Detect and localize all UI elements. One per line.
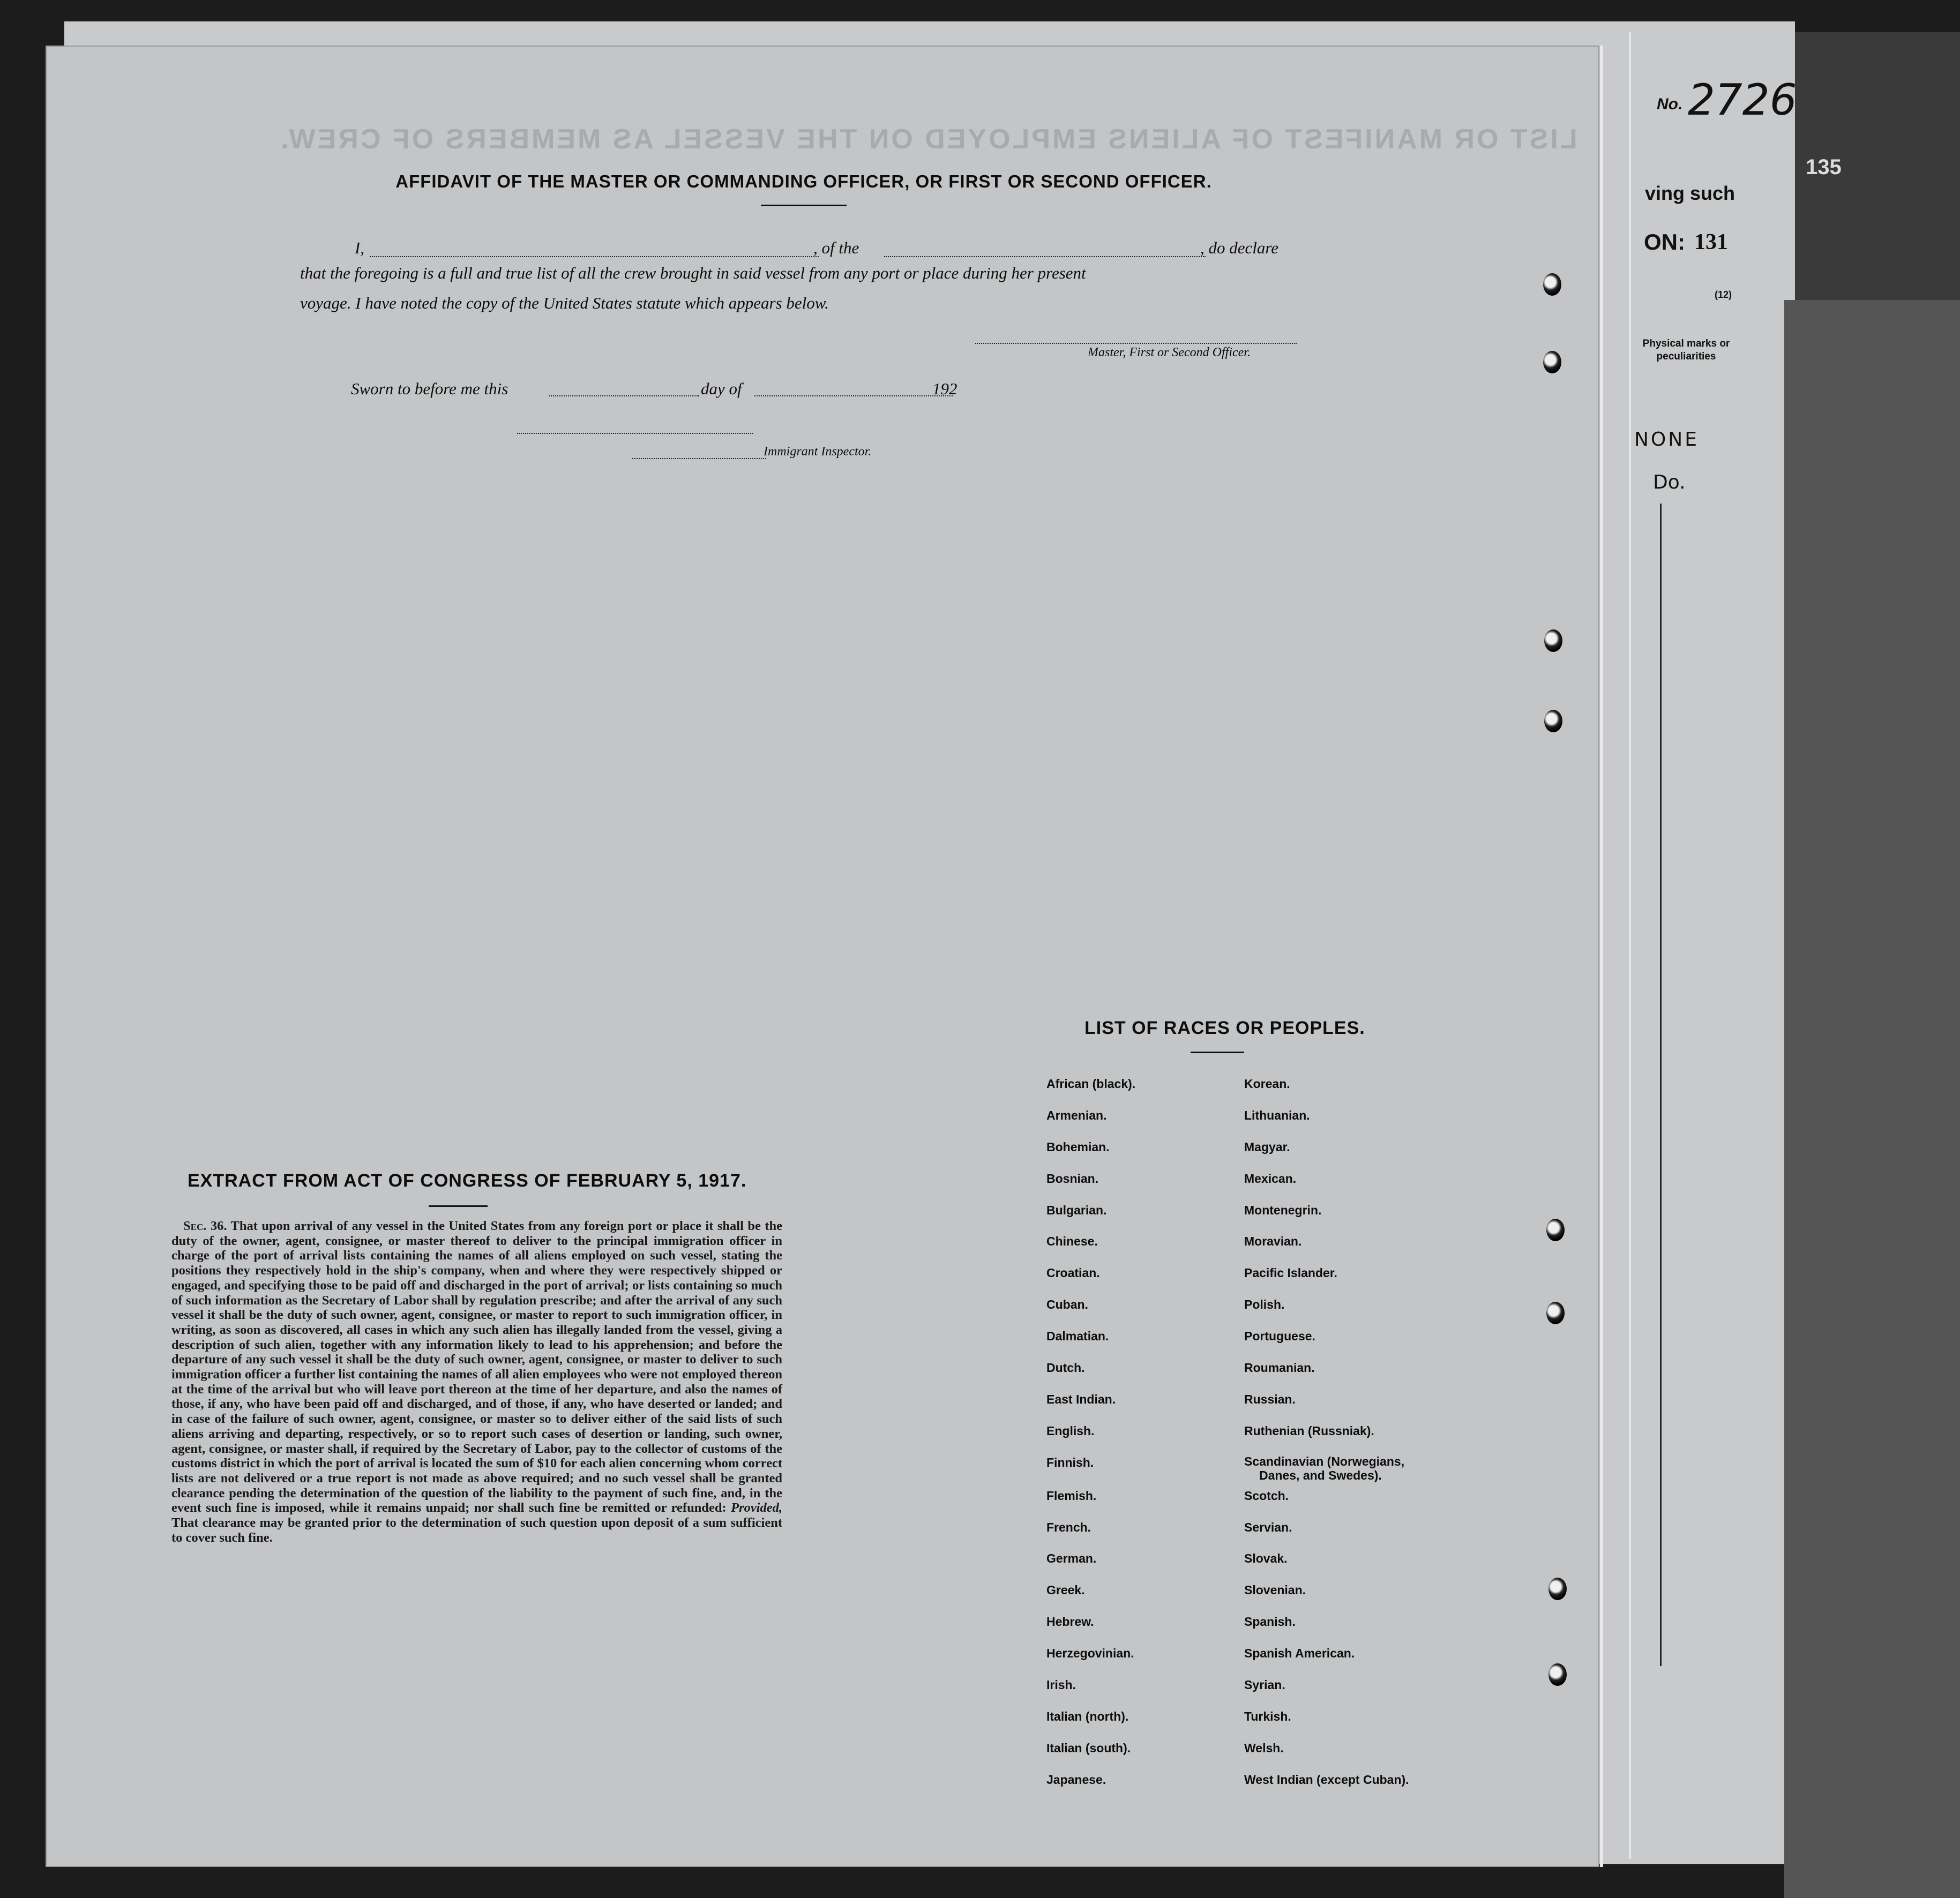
under-sheet-no-label: No. xyxy=(1657,95,1683,113)
race-item: Japanese. xyxy=(1046,1772,1106,1787)
race-item: Polish. xyxy=(1244,1297,1285,1312)
extract-section-label: Sec. 36. xyxy=(183,1219,227,1233)
under-sheet-ving-such: ving such xyxy=(1645,182,1735,204)
race-item: English. xyxy=(1046,1423,1095,1438)
sworn-label: Sworn to before me this xyxy=(351,379,508,398)
race-item-line: Scandinavian (Norwegians, xyxy=(1244,1454,1405,1468)
master-signature-label: Master, First or Second Officer. xyxy=(1088,346,1251,359)
race-item: Flemish. xyxy=(1046,1488,1097,1503)
inspector-label: Immigrant Inspector. xyxy=(764,445,872,459)
race-item: Lithuanian. xyxy=(1244,1108,1310,1122)
race-item: Servian. xyxy=(1244,1520,1292,1534)
binder-hole-6 xyxy=(1546,1302,1565,1324)
affidavit-of-the: , of the xyxy=(813,238,859,257)
race-item: Portuguese. xyxy=(1244,1329,1315,1344)
bleed-through-title: LIST OR MANIFEST OF ALIENS EMPLOYED ON THE VESSEL AS MEMBERS OF CREW. xyxy=(279,124,1577,155)
extract-body xyxy=(171,1219,782,1545)
race-item: Turkish. xyxy=(1244,1709,1291,1723)
under-sheet-on-number: 131 xyxy=(1694,230,1728,254)
binder-hole-3 xyxy=(1544,629,1562,652)
race-item: East Indian. xyxy=(1046,1392,1116,1406)
under-sheet-on-label: ON: xyxy=(1644,229,1685,254)
affidavit-title-rule xyxy=(761,205,847,206)
race-item: Bulgarian. xyxy=(1046,1203,1107,1217)
race-item: Bosnian. xyxy=(1046,1171,1099,1186)
race-item: Irish. xyxy=(1046,1678,1076,1692)
master-signature-line[interactable] xyxy=(975,343,1297,344)
race-item: African (black). xyxy=(1046,1077,1136,1091)
race-item xyxy=(1244,1454,1409,1488)
day-of-label: day of xyxy=(701,379,742,398)
affidavit-i: I, xyxy=(355,238,365,257)
under-sheet-no-handwritten: 2726 xyxy=(1688,75,1797,125)
under-sheet-entry2: Do. xyxy=(1653,471,1686,493)
master-name-line[interactable] xyxy=(370,256,819,257)
race-item: Chinese. xyxy=(1046,1234,1098,1249)
year-prefix: 192 xyxy=(932,379,957,398)
inspector-signature-line-2[interactable] xyxy=(632,458,766,459)
binder-hole-8 xyxy=(1548,1663,1567,1686)
extract-title-rule xyxy=(429,1205,488,1207)
race-item: Finnish. xyxy=(1046,1455,1094,1469)
race-item: Greek. xyxy=(1046,1583,1085,1597)
under-sheet-entry1: NONE xyxy=(1634,429,1699,451)
race-item: Pacific Islander. xyxy=(1244,1266,1337,1280)
race-item: Dalmatian. xyxy=(1046,1329,1109,1344)
race-item: Cuban. xyxy=(1046,1297,1088,1312)
page-edge xyxy=(1600,46,1603,1867)
extract-text-end: That clearance may be granted prior to the determination of such question upon deposit of a sum sufficient to cover such fine. xyxy=(171,1516,782,1545)
race-item: Slovak. xyxy=(1244,1551,1288,1566)
races-title: LIST OF RACES OR PEOPLES. xyxy=(1084,1018,1365,1038)
race-item: Dutch. xyxy=(1046,1361,1085,1375)
race-item: Croatian. xyxy=(1046,1266,1100,1280)
race-item: Spanish American. xyxy=(1244,1646,1355,1661)
races-title-rule xyxy=(1191,1052,1244,1053)
far-strip-number: 135 xyxy=(1806,155,1842,179)
race-item: Slovenian. xyxy=(1244,1583,1306,1597)
sheet-edge xyxy=(1629,32,1631,1859)
affidavit-declare: , do declare xyxy=(1200,238,1279,257)
affidavit-title: AFFIDAVIT OF THE MASTER OR COMMANDING OFFICER, OR FIRST OR SECOND OFFICER. xyxy=(395,171,1212,191)
extract-text: That upon arrival of any vessel in the United States from any foreign port or place it shall be the duty of the owner, agent, consignee, or master thereof to deliver to the principal immigration officer in charge of the port of arrival lists containing the names of all aliens employed on such vessel, stating the positions they respectively hold in the ship's company, when and where they were respectively shipped or engaged, and specifying those to be paid off and discharged in the port of arrival; or lists containing so much of such information as the Secretary of Labor shall by regulation prescribe; and after the arrival of any such vessel it shall be the duty of such owner, agent, consignee, or master to report to such immigration officer, in writing, as soon as discovered, all cases in which any such alien has illegally landed from the vessel, giving a description of such alien, together with any information likely to lead to his apprehension; and before the departure of any such vessel it shall be the duty of such owner, agent, consignee, or master to deliver to such immigration officer a further list containing the names of all alien employees who were not employed thereon at the time of the arrival but who will leave port thereon at the time of her departure, and also the names of those, if any, who have been paid off and discharged, and of those, if any, who have deserted or landed; and in case of the failure of such owner, agent, consignee, or master so to deliver either of the said lists of such aliens arriving and departing, respectively, or so to report such cases of desertion or landing, such owner, agent, consignee, or master shall, if required by the Secretary of Labor, pay to the collector of customs of the customs district in which the port of arrival is located the sum of $10 for each alien concerning whom correct lists are not delivered or a true report is not made as above required; and no such vessel shall be granted clearance pending the determination of the question of the liability to the payment of such fine, and, in the event such fine is imposed, while it remains unpaid; nor shall such fine be remitted or refunded: xyxy=(171,1219,782,1516)
sworn-day-line[interactable] xyxy=(549,395,699,396)
race-item: Montenegrin. xyxy=(1244,1203,1322,1217)
race-item: Welsh. xyxy=(1244,1741,1284,1755)
race-item: Moravian. xyxy=(1244,1234,1302,1249)
inspector-signature-line-1[interactable] xyxy=(517,433,753,434)
vessel-name-line[interactable] xyxy=(884,256,1206,257)
background-strip xyxy=(1784,300,1960,1898)
race-item: Herzegovinian. xyxy=(1046,1646,1134,1661)
under-sheet-col-num: (12) xyxy=(1715,289,1732,300)
race-item: Italian (north). xyxy=(1046,1709,1129,1723)
race-item: Scotch. xyxy=(1244,1488,1289,1503)
race-item: Bohemian. xyxy=(1046,1139,1110,1154)
binder-hole-4 xyxy=(1544,710,1562,732)
races-left-column xyxy=(1046,1076,1135,1803)
under-sheet-vertical-rule xyxy=(1660,504,1662,1666)
race-item: Russian. xyxy=(1244,1392,1296,1406)
affidavit-statement-line3: voyage. I have noted the copy of the United States statute which appears below. xyxy=(300,294,829,312)
race-item: Mexican. xyxy=(1244,1171,1297,1186)
binder-hole-7 xyxy=(1548,1578,1567,1600)
race-item: West Indian (except Cuban). xyxy=(1244,1772,1409,1787)
race-item: Roumanian. xyxy=(1244,1361,1315,1375)
race-item: Ruthenian (Russniak). xyxy=(1244,1423,1374,1438)
binder-hole-1 xyxy=(1543,273,1561,296)
race-item-line: Danes, and Swedes). xyxy=(1259,1468,1382,1482)
sworn-month-line[interactable] xyxy=(754,395,953,396)
race-item: German. xyxy=(1046,1551,1097,1566)
race-item: French. xyxy=(1046,1520,1091,1534)
race-item: Korean. xyxy=(1244,1077,1290,1091)
races-right-column xyxy=(1244,1076,1409,1803)
extract-title: EXTRACT FROM ACT OF CONGRESS OF FEBRUARY 5, 1917. xyxy=(188,1171,747,1191)
affidavit-statement-line2: that the foregoing is a full and true list of all the crew brought in said vessel from any port or place during her present xyxy=(300,264,1086,282)
race-item: Italian (south). xyxy=(1046,1741,1131,1755)
race-item: Armenian. xyxy=(1046,1108,1107,1122)
extract-provided-label: Provided, xyxy=(731,1501,782,1516)
race-item: Syrian. xyxy=(1244,1678,1285,1692)
race-item: Spanish. xyxy=(1244,1615,1296,1629)
under-sheet-col-header: Physical marks or peculiarities xyxy=(1642,338,1730,362)
binder-hole-2 xyxy=(1543,351,1561,373)
race-item: Hebrew. xyxy=(1046,1615,1094,1629)
binder-hole-5 xyxy=(1546,1219,1565,1241)
race-item: Magyar. xyxy=(1244,1139,1290,1154)
